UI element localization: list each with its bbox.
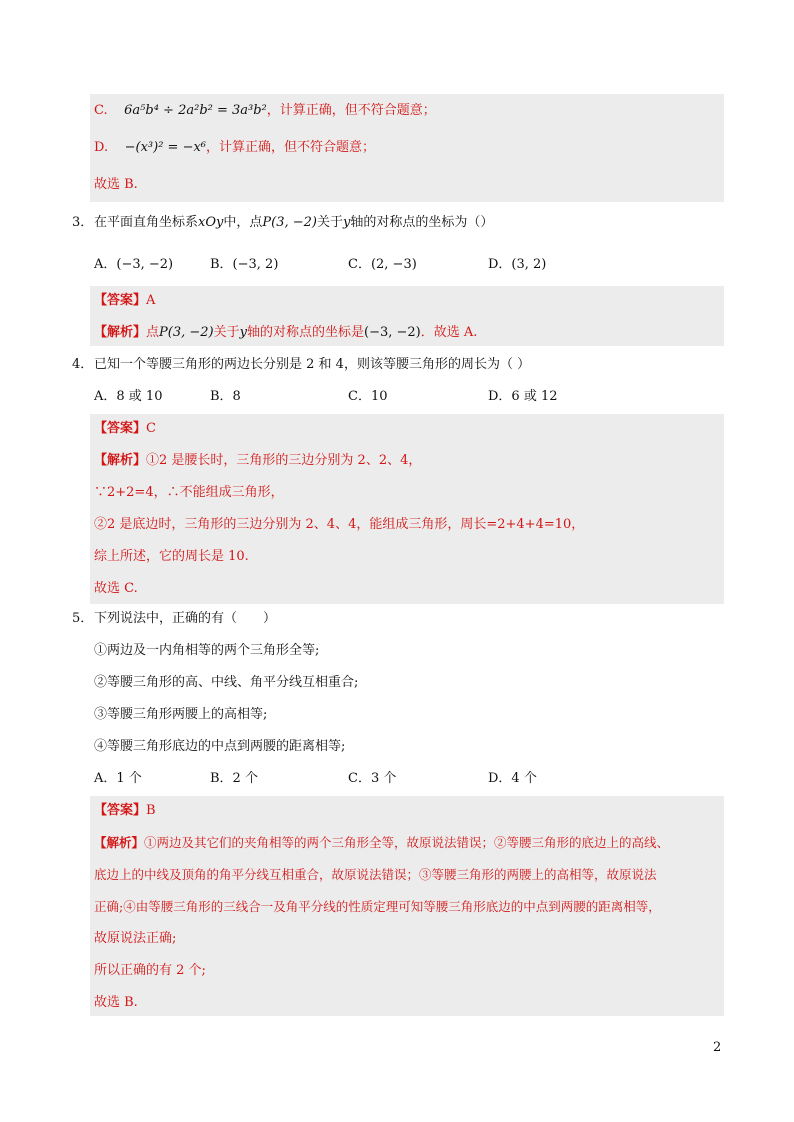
q3-option-a: A．(−3, −2) [94, 257, 174, 272]
q4-stem: 已知一个等腰三角形的两边长分别是 2 和 4，则该等腰三角形的周长为（ ） [94, 357, 531, 372]
page-number: 2 [713, 1040, 722, 1055]
q5-analysis-line-4: 故原说法正确; [94, 931, 177, 946]
q5-statement-3: ③等腰三角形两腰上的高相等; [94, 707, 268, 722]
q5-analysis-line-5: 所以正确的有 2 个; [94, 963, 206, 978]
q5-statement-1: ①两边及一内角相等的两个三角形全等; [94, 643, 320, 658]
q3-option-b: B．(−3, 2) [210, 257, 279, 272]
q5-statement-2: ②等腰三角形的高、中线、角平分线互相重合; [94, 675, 359, 690]
q3-answer: 【答案】A [94, 293, 156, 308]
q3-analysis: 【解析】点P(3, −2)关于y轴的对称点的坐标是(−3, −2)．故选 A. [94, 325, 478, 340]
q5-statement-4: ④等腰三角形底边的中点到两腰的距离相等; [94, 739, 346, 754]
q5-option-c: C．3 个 [348, 771, 397, 786]
q3-option-c: C．(2, −3) [348, 257, 417, 272]
q4-analysis-line-1: 【解析】①2 是腰长时，三角形的三边分别为 2、2、4， [94, 453, 422, 468]
q3-stem: 在平面直角坐标系xOy中，点P(3, −2)关于y轴的对称点的坐标为（） [94, 215, 494, 230]
q5-analysis-line-6: 故选 B. [94, 995, 138, 1010]
q5-option-b: B．2 个 [210, 771, 258, 786]
q4-answer-block [90, 414, 724, 604]
q4-answer: 【答案】C [94, 421, 156, 436]
q5-analysis-line-1: 【解析】①两边及其它们的夹角相等的两个三角形全等，故原说法错误；②等腰三角形的底边上的高线、 [94, 835, 670, 850]
q2-conclusion: 故选 B. [94, 177, 138, 192]
q5-answer: 【答案】B [94, 803, 156, 818]
q4-option-a: A．8 或 10 [94, 389, 163, 404]
q2-option-c: C. 6a⁵b⁴ ÷ 2a²b² = 3a³b²，计算正确，但不符合题意； [94, 103, 436, 118]
q4-analysis-line-4: 综上所述，它的周长是 10. [94, 549, 249, 564]
q5-analysis-line-3: 正确;④由等腰三角形的三线合一及角平分线的性质定理可知等腰三角形底边的中点到两腰的距离相等， [94, 899, 661, 914]
q5-option-a: A．1 个 [94, 771, 142, 786]
q3-option-d: D．(3, 2) [488, 257, 547, 272]
q4-analysis-line-2: ∵2+2=4，∴不能组成三角形， [94, 485, 284, 500]
q4-option-d: D．6 或 12 [488, 389, 558, 404]
q3-number: 3． [72, 215, 94, 230]
q5-option-d: D．4 个 [488, 771, 537, 786]
q2-c-formula: 6a⁵b⁴ ÷ 2a²b² = 3a³b² [124, 103, 267, 118]
q5-number: 5． [72, 611, 94, 626]
q4-option-c: C．10 [348, 389, 388, 404]
q4-number: 4． [72, 357, 94, 372]
q4-analysis-line-5: 故选 C. [94, 581, 138, 596]
q2-d-formula: −(x³)² = −x⁶ [124, 140, 207, 155]
q4-analysis-line-3: ②2 是底边时，三角形的三边分别为 2、4、4，能组成三角形，周长=2+4+4=10， [94, 517, 585, 532]
q5-stem: 下列说法中，正确的有（ ） [94, 611, 277, 626]
q5-analysis-line-2: 底边上的中线及顶角的角平分线互相重合，故原说法错误；③等腰三角形的两腰上的高相等，故原说法 [94, 867, 657, 882]
q4-option-b: B．8 [210, 389, 241, 404]
q2-option-d: D. −(x³)² = −x⁶，计算正确，但不符合题意； [94, 140, 376, 155]
